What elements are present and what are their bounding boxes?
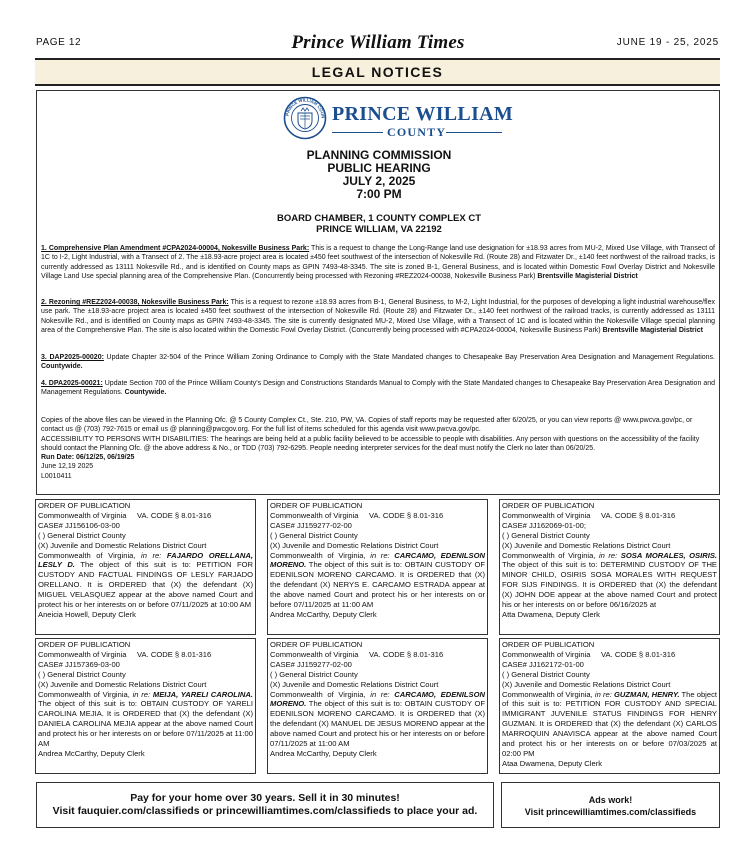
page-number: PAGE 12 (36, 37, 82, 48)
order-case: CASE# JJ162069-01-00; (502, 520, 587, 530)
ads-work-ad (501, 782, 720, 828)
logo-rule-left (332, 132, 383, 133)
order-of-publication (267, 638, 488, 774)
agenda-item (41, 244, 715, 281)
order-in-re-label: in re: (141, 550, 162, 560)
order-title: ORDER OF PUBLICATION (270, 501, 363, 510)
order-clerk: Ataa Dwamena, Deputy Clerk (502, 758, 603, 768)
run-date: Run Date: 06/12/25, 06/19/25 (41, 454, 135, 462)
order-body: The object of this suit is to: PETITION FOR CUSTODY AND FACTUAL FINDINGS OF LESLY FARJADO ORELLANO. It is ORDERED that (X) the defendant (X) MIGUEL VELASQUEZ appear at the above named Court and protect his or her interests on or before 07/11/2025 at 10:00 AM (38, 560, 253, 610)
order-general: ( ) General District County (38, 669, 126, 679)
order-clerk: Andrea McCarthy, Deputy Clerk (38, 748, 145, 758)
copies-text: Copies of the above files can be viewed in the Planning Ofc. @ 5 County Complex Ct., Ste. 210, PW, VA. Copies of staff reports may be requested after 6/20/25, or you can view reports @ www.pwcva.gov/pc, or contact us @ (703) 792-7615 or email us @ planning@pwcgov.org. For the full list of items scheduled for this agenda visit www.pwcva.gov/pc. (41, 417, 693, 434)
order-in-re: GUZMAN, HENRY. (611, 689, 680, 699)
order-text (502, 551, 717, 610)
order-body: The object of this suit is to: OBTAIN CUSTODY OF EDENILSON MORENO CARCAMO. It is ORDERED that (X) the defendant (X) MANUEL DE JESUS MORENO appear at the above named Court and protect his or her interests on or before 07/11/2025 at 11:00 AM (270, 699, 485, 749)
order-clerk: Andrea McCarthy, Deputy Clerk (270, 748, 377, 758)
agenda-item-title: 4. DPA2025-00021: (41, 380, 103, 387)
order-in-re-label: in re: (370, 550, 390, 560)
agenda-item-title: 2. Rezoning #REZ2024-00038, Nokesville Business Park: (41, 299, 229, 306)
agenda-item (41, 353, 715, 372)
hearing-location (37, 213, 721, 235)
agenda-item-body: Update Chapter 32-504 of the Prince William Zoning Ordinance to Comply with the State Mandated changes to Chesapeake Bay Preservation Area Designation and Management Regulations. (103, 354, 715, 361)
order-commonwealth: Commonwealth of Virginia VA. CODE § 8.01-316 (270, 649, 444, 659)
order-title: ORDER OF PUBLICATION (502, 640, 595, 649)
order-in-re: SOSA MORALES, OSIRIS. (617, 550, 718, 560)
order-general: ( ) General District County (270, 530, 358, 540)
heading-line: PUBLIC HEARING (327, 161, 431, 175)
notice-footer (41, 416, 715, 481)
county-logo (283, 95, 514, 143)
order-body: The object of this suit is to: DETERMIND CUSTODY OF THE MINOR CHILD, OSIRIS SOSA MORALES WITH REQUEST FOR SIJS FINDINGS. It is ORDERED that (X) the defendant (X) JOHN DOE appear at the above named Court and protect his or her interests on or before 06/16/2025 at (502, 560, 717, 610)
order-clerk: Aneicia Howell, Deputy Clerk (38, 609, 136, 619)
order-text (38, 551, 253, 610)
order-body: The object of this suit is to: OBTAIN CUSTODY OF YARELI CAROLINA MEJIA. It is ORDERED that (X) the defendant (X) DANIELA CAROLINA MEJIA appear at the above named Court and protect his or her interests on or before 07/11/2025 at 11:00 AM (38, 699, 253, 749)
order-jdr: (X) Juvenile and Domestic Relations District Court (502, 540, 671, 550)
agenda-item-body: This is a request to change the Long-Range land use designation for ±18.93 acres from MU-2, Mixed Use Village, with Transect of 1C to I-2, Light Industrial, with a Transect of 2. The ±18.93-acre project area is located ±450 feet southwest of the intersection of Nokesville Rd. (Route 28) and Fitzwater Dr., ±140 feet northwest of the railroad tracks, is currently addressed as 13111 Nokesville Rd., and is identified on County maps as GPIN 7493-48-3345. The site is zoned B-1, General Business, and is located within Domestic Fowl Overlay District and Nokesville Village Land Use special planning area of the Comprehensive Plan. (Concurrently being processed with Rezoning #REZ2024-00038, Nokesville Business Park) (41, 245, 716, 280)
order-case: CASE# JJ157369-03-00 (38, 659, 120, 669)
planning-commission-notice (36, 90, 720, 495)
order-text (270, 551, 485, 610)
section-header: LEGAL NOTICES (35, 58, 720, 86)
order-general: ( ) General District County (38, 530, 126, 540)
order-cv: Commonwealth of Virginia, (270, 689, 371, 699)
order-commonwealth: Commonwealth of Virginia VA. CODE § 8.01-316 (502, 649, 676, 659)
order-body: The object of this suit is to: PETITION FOR CUSTODY AND SPECIAL IMMIGRANT JUVENILE STATUS FINDINGS FOR HENRY GUZMAN. It is ORDERED that (X) the defendant (X) CARLOS MARROQUIN ANAVISCA appear at the above named Court and protect his or her interests on or before 07/03/2025 at 02:00 PM (502, 689, 717, 758)
order-title: ORDER OF PUBLICATION (38, 501, 131, 510)
order-case: CASE# JJ159277-02-00 (270, 659, 352, 669)
order-general: ( ) General District County (502, 669, 590, 679)
order-title: ORDER OF PUBLICATION (270, 640, 363, 649)
agenda-item-title: 3. DAP2025-00020: (41, 354, 104, 361)
order-jdr: (X) Juvenile and Domestic Relations District Court (270, 540, 439, 550)
order-commonwealth: Commonwealth of Virginia VA. CODE § 8.01-316 (270, 510, 444, 520)
seal-text: PRINCE WILLIAM COUN (284, 97, 326, 119)
location-line: BOARD CHAMBER, 1 COUNTY COMPLEX CT (276, 213, 482, 224)
heading-line: PLANNING COMMISSION (306, 148, 452, 162)
order-of-publication (499, 499, 720, 635)
order-of-publication (35, 499, 256, 635)
logo-name: PRINCE WILLIAM (332, 103, 514, 125)
notice-ref: L0010411 (41, 472, 72, 480)
agenda-item-district: Countywide. (124, 389, 167, 397)
order-cv: Commonwealth of Virginia, (502, 550, 599, 560)
agenda-item-district: Brentsville Magisterial District (602, 326, 703, 334)
order-general: ( ) General District County (270, 669, 358, 679)
order-in-re: MEIJA, YARELI CAROLINA. (150, 689, 253, 699)
agenda-item-district: Brentsville Magisterial District (537, 272, 638, 280)
agenda-item-district: Countywide. (41, 363, 83, 371)
order-general: ( ) General District County (502, 530, 590, 540)
agenda-item (41, 379, 715, 398)
location-line: PRINCE WILLIAM, VA 22192 (316, 224, 442, 235)
order-in-re: CARCAMO, EDENILSON MORENO. (270, 689, 485, 709)
order-case: CASE# JJ159277-02-00 (270, 520, 352, 530)
order-of-publication (267, 499, 488, 635)
order-of-publication (499, 638, 720, 774)
agenda-item-body: Update Section 700 of the Prince William County's Design and Constructions Standards Manual to Comply with the State Mandated changes to Chesapeake Bay Preservation Area Designation and Management Regulations. (41, 380, 715, 397)
ad-headline: Pay for your home over 30 years. Sell it in 30 minutes! (130, 792, 400, 804)
order-jdr: (X) Juvenile and Domestic Relations District Court (38, 679, 207, 689)
order-commonwealth: Commonwealth of Virginia VA. CODE § 8.01-316 (38, 649, 212, 659)
hearing-heading (37, 149, 721, 201)
logo-rule-right (446, 132, 502, 133)
order-cv: Commonwealth of Virginia, (270, 550, 371, 560)
accessibility-text: ACCESSIBILITY TO PERSONS WITH DISABILITIES: The hearings are being held at a public facility believed to be accessible to people with disabilities. Any person with questions on the accessibility of the facility should contact the Planning Ofc. @ the above address & No., or TDD (703) 792-6295. People needing interpreter services for the deaf must notify the Clerk no later than 06/20/25. (41, 435, 700, 452)
order-in-re-label: in re: (598, 550, 618, 560)
agenda-item-title: 1. Comprehensive Plan Amendment #CPA2024-00004, Nokesville Business Park: (41, 245, 310, 252)
heading-line: 7:00 PM (356, 187, 402, 201)
order-clerk: Atta Dwamena, Deputy Clerk (502, 609, 600, 619)
order-text (502, 690, 717, 759)
masthead-title: Prince William Times (291, 32, 465, 53)
issue-date: JUNE 19 - 25, 2025 (616, 37, 719, 48)
heading-line: JULY 2, 2025 (342, 174, 416, 188)
agenda-item (41, 298, 715, 335)
order-cv: Commonwealth of Virginia, (38, 550, 142, 560)
order-body: The object of this suit is to: OBTAIN CUSTODY OF EDENILSON MORENO CARCAMO. It is ORDERED that (X) the defendant (X) NERYS E. CARCAMO ESTRADA appear at the above named Court and protect his or her interests on or before 07/11/2025 at 11:00 AM (270, 560, 485, 610)
order-jdr: (X) Juvenile and Domestic Relations District Court (502, 679, 671, 689)
run-dates: June 12,19 2025 (41, 463, 94, 471)
order-title: ORDER OF PUBLICATION (38, 640, 131, 649)
ad-link-text[interactable]: Visit princewilliamtimes.com/classifieds (524, 807, 697, 817)
order-text (38, 690, 253, 749)
order-case: CASE# JJ162172-01-00 (502, 659, 584, 669)
ad-headline: Ads work! (588, 795, 633, 805)
order-commonwealth: Commonwealth of Virginia VA. CODE § 8.01-316 (502, 510, 676, 520)
ad-link-text[interactable]: Visit fauquier.com/classifieds or princewilliamtimes.com/classifieds to place your ad. (52, 805, 478, 817)
logo-county: COUNTY (387, 125, 447, 139)
order-in-re: FAJARDO ORELLANA, LESLY D. (38, 550, 253, 570)
order-jdr: (X) Juvenile and Domestic Relations District Court (270, 679, 439, 689)
order-text (270, 690, 485, 749)
order-cv: Commonwealth of Virginia, (502, 689, 595, 699)
order-of-publication (35, 638, 256, 774)
order-in-re-label: in re: (132, 689, 151, 699)
classifieds-ad (36, 782, 494, 828)
order-in-re-label: in re: (370, 689, 390, 699)
order-clerk: Andrea McCarthy, Deputy Clerk (270, 609, 377, 619)
order-jdr: (X) Juvenile and Domestic Relations District Court (38, 540, 207, 550)
order-commonwealth: Commonwealth of Virginia VA. CODE § 8.01-316 (38, 510, 212, 520)
order-in-re-label: in re: (594, 689, 612, 699)
agenda-item-body: This is a request to rezone ±18.93 acres from B-1, General Business, to M-2, Light Industrial, for the purposes of developing a light industrial warehouse/flex use park. The ±18.93-acre project area is located ±450 feet southwest of the intersection of Nokesville Rd. (Route 28) and Fitzwater Dr., ±140 feet northwest of the railroad tracks, is currently addressed as 13111 Nokesville Rd., and is identified on County maps as GPIN 7493-48-3345. The site is currently designated MU-2, Mixed Use Village, with a Transect of 1C and is located within the Nokesville Village special planning area of the Comprehensive Plan. The site is also located within the Domestic Fowl Overlay District. (Concurrently being processed with #CPA2024-00004, Nokesville Business Park) (41, 299, 716, 334)
county-seal-icon (283, 95, 327, 141)
order-in-re: CARCAMO, EDENILSON MORENO. (270, 550, 485, 570)
order-case: CASE# JJ156106-03-00 (38, 520, 120, 530)
order-title: ORDER OF PUBLICATION (502, 501, 595, 510)
order-cv: Commonwealth of Virginia, (38, 689, 133, 699)
